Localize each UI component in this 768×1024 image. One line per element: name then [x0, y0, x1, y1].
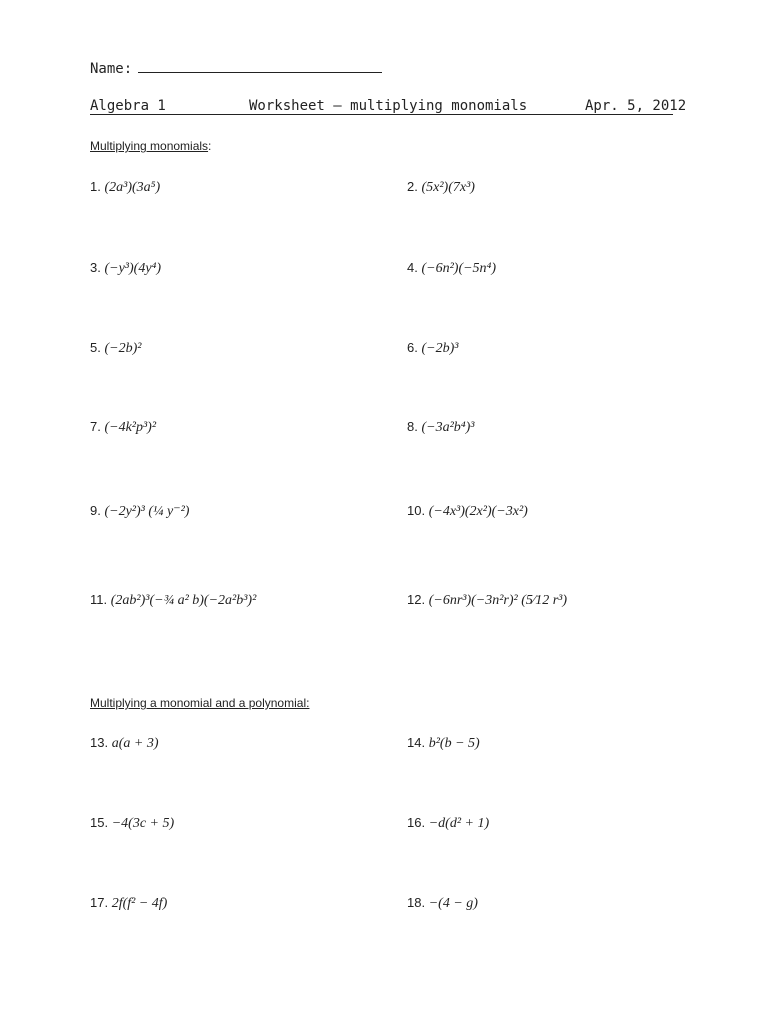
section-heading-monomials: Multiplying monomials:: [90, 139, 212, 153]
problem-18: 18. −(4 − g): [407, 895, 478, 911]
problem-9: 9. (−2y²)³ (¼ y⁻²): [90, 503, 190, 519]
problem-16: 16. −d(d² + 1): [407, 815, 490, 831]
problem-7: 7. (−4k²p³)²: [90, 419, 157, 435]
problem-13: 13. a(a + 3): [90, 735, 159, 751]
problem-8: 8. (−3a²b⁴)³: [407, 419, 475, 435]
problem-14: 14. b²(b − 5): [407, 735, 480, 751]
problem-5: 5. (−2b)²: [90, 340, 142, 356]
name-field: [90, 60, 382, 77]
problem-6: 6. (−2b)³: [407, 340, 459, 356]
problem-15: 15. −4(3c + 5): [90, 815, 175, 831]
header-rule: [90, 114, 673, 115]
worksheet-date: Apr. 5, 2012: [585, 98, 687, 114]
name-label: Name:: [90, 61, 133, 77]
section-heading-polynomial: Multiplying a monomial and a polynomial:: [90, 696, 310, 710]
course-label: Algebra 1: [90, 98, 166, 114]
problem-4: 4. (−6n²)(−5n⁴): [407, 260, 497, 276]
problem-12: 12. (−6nr³)(−3n²r)² (5⁄12 r³): [407, 592, 568, 608]
problem-17: 17. 2f(f² − 4f): [90, 895, 168, 911]
problem-2: 2. (5x²)(7x³): [407, 179, 475, 195]
worksheet-title: Worksheet – multiplying monomials: [249, 98, 528, 114]
name-blank-line: [138, 60, 382, 73]
problem-1: 1. (2a³)(3a⁵): [90, 179, 161, 195]
problem-3: 3. (−y³)(4y⁴): [90, 260, 162, 276]
problem-11: 11. (2ab²)³(−¾ a² b)(−2a²b³)²: [90, 592, 257, 608]
problem-10: 10. (−4x³)(2x²)(−3x²): [407, 503, 528, 519]
